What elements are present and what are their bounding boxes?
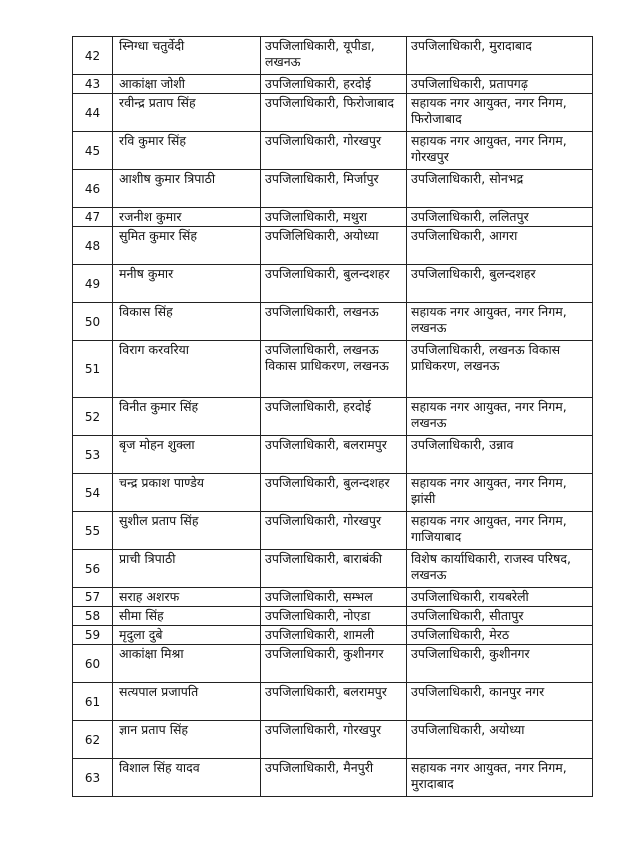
current-posting: उपजिलाधिकारी, सम्भल — [261, 588, 407, 607]
table-row — [73, 683, 593, 721]
table-row — [73, 170, 593, 208]
current-posting: उपजिलाधिकारी, गोरखपुर — [261, 512, 407, 550]
row-number: 58 — [73, 607, 113, 626]
new-posting: उपजिलाधिकारी, आगरा — [407, 227, 593, 265]
new-posting: सहायक नगर आयुक्त, नगर निगम, फिरोजाबाद — [407, 94, 593, 132]
current-posting: उपजिलाधिकारी, मैनपुरी — [261, 759, 407, 797]
table-row — [73, 398, 593, 436]
table-row — [73, 265, 593, 303]
new-posting: उपजिलाधिकारी, कानपुर नगर — [407, 683, 593, 721]
new-posting: उपजिलाधिकारी, सीतापुर — [407, 607, 593, 626]
current-posting: उपजिलाधिकारी, मथुरा — [261, 208, 407, 227]
officer-name: सुशील प्रताप सिंह — [113, 512, 261, 550]
row-number: 47 — [73, 208, 113, 227]
current-posting: उपजिलाधिकारी, फिरोजाबाद — [261, 94, 407, 132]
officer-name: आकांक्षा मिश्रा — [113, 645, 261, 683]
new-posting: सहायक नगर आयुक्त, नगर निगम, झांसी — [407, 474, 593, 512]
officer-name: ज्ञान प्रताप सिंह — [113, 721, 261, 759]
row-number: 60 — [73, 645, 113, 683]
officer-name: चन्द्र प्रकाश पाण्डेय — [113, 474, 261, 512]
officer-name: स्निग्धा चतुर्वेदी — [113, 37, 261, 75]
table-row — [73, 474, 593, 512]
table-row — [73, 607, 593, 626]
officer-name: विकास सिंह — [113, 303, 261, 341]
current-posting: उपजिलाधिकारी, बुलन्दशहर — [261, 474, 407, 512]
transfer-table — [72, 36, 593, 797]
current-posting: उपजिलाधिकारी, मिर्जापुर — [261, 170, 407, 208]
officer-name: सुमित कुमार सिंह — [113, 227, 261, 265]
new-posting: सहायक नगर आयुक्त, नगर निगम, मुरादाबाद — [407, 759, 593, 797]
current-posting: उपजिलाधिकारी, लखनऊ — [261, 303, 407, 341]
officer-name: सराह अशरफ — [113, 588, 261, 607]
current-posting: उपजिलाधिकारी, बलरामपुर — [261, 683, 407, 721]
table-row — [73, 132, 593, 170]
new-posting: उपजिलाधिकारी, ललितपुर — [407, 208, 593, 227]
new-posting: उपजिलाधिकारी, बुलन्दशहर — [407, 265, 593, 303]
current-posting: उपजिलाधिकारी, हरदोई — [261, 75, 407, 94]
new-posting: उपजिलाधिकारी, उन्नाव — [407, 436, 593, 474]
current-posting: उपजिलाधिकारी, कुशीनगर — [261, 645, 407, 683]
new-posting: उपजिलाधिकारी, लखनऊ विकास प्राधिकरण, लखनऊ — [407, 341, 593, 398]
row-number: 62 — [73, 721, 113, 759]
table-row — [73, 588, 593, 607]
current-posting: उपजिलाधिकारी, लखनऊ विकास प्राधिकरण, लखनऊ — [261, 341, 407, 398]
new-posting: विशेष कार्याधिकारी, राजस्व परिषद, लखनऊ — [407, 550, 593, 588]
row-number: 59 — [73, 626, 113, 645]
new-posting: सहायक नगर आयुक्त, नगर निगम, गोरखपुर — [407, 132, 593, 170]
table-row — [73, 550, 593, 588]
current-posting: उपजिलाधिकारी, शामली — [261, 626, 407, 645]
table-row — [73, 512, 593, 550]
officer-name: विराग करवरिया — [113, 341, 261, 398]
row-number: 54 — [73, 474, 113, 512]
table-row — [73, 37, 593, 75]
row-number: 63 — [73, 759, 113, 797]
officer-name: आशीष कुमार त्रिपाठी — [113, 170, 261, 208]
officer-name: रवीन्द्र प्रताप सिंह — [113, 94, 261, 132]
table-row — [73, 75, 593, 94]
table-row — [73, 721, 593, 759]
table-row — [73, 94, 593, 132]
row-number: 50 — [73, 303, 113, 341]
row-number: 48 — [73, 227, 113, 265]
row-number: 42 — [73, 37, 113, 75]
current-posting: उपजिलाधिकारी, यूपीडा, लखनऊ — [261, 37, 407, 75]
officer-name: बृज मोहन शुक्ला — [113, 436, 261, 474]
current-posting: उपजिलाधिकारी, बलरामपुर — [261, 436, 407, 474]
officer-name: आकांक्षा जोशी — [113, 75, 261, 94]
table-row — [73, 759, 593, 797]
row-number: 43 — [73, 75, 113, 94]
new-posting: उपजिलाधिकारी, सोनभद्र — [407, 170, 593, 208]
new-posting: सहायक नगर आयुक्त, नगर निगम, लखनऊ — [407, 398, 593, 436]
new-posting: सहायक नगर आयुक्त, नगर निगम, लखनऊ — [407, 303, 593, 341]
row-number: 51 — [73, 341, 113, 398]
table-row — [73, 303, 593, 341]
current-posting: उपजिलाधिकारी, गोरखपुर — [261, 721, 407, 759]
current-posting: उपजिलाधिकारी, नोएडा — [261, 607, 407, 626]
officer-name: विशाल सिंह यादव — [113, 759, 261, 797]
officer-name: मृदुला दुबे — [113, 626, 261, 645]
row-number: 57 — [73, 588, 113, 607]
row-number: 44 — [73, 94, 113, 132]
officer-name: विनीत कुमार सिंह — [113, 398, 261, 436]
new-posting: उपजिलाधिकारी, अयोध्या — [407, 721, 593, 759]
table-row — [73, 626, 593, 645]
table-row — [73, 208, 593, 227]
row-number: 53 — [73, 436, 113, 474]
officer-name: रजनीश कुमार — [113, 208, 261, 227]
row-number: 49 — [73, 265, 113, 303]
new-posting: उपजिलाधिकारी, मुरादाबाद — [407, 37, 593, 75]
officer-name: सीमा सिंह — [113, 607, 261, 626]
transfer-table-body — [73, 37, 593, 797]
row-number: 56 — [73, 550, 113, 588]
row-number: 61 — [73, 683, 113, 721]
officer-name: सत्यपाल प्रजापति — [113, 683, 261, 721]
current-posting: उपजिलिधिकारी, अयोध्या — [261, 227, 407, 265]
current-posting: उपजिलाधिकारी, बुलन्दशहर — [261, 265, 407, 303]
officer-name: रवि कुमार सिंह — [113, 132, 261, 170]
row-number: 45 — [73, 132, 113, 170]
new-posting: उपजिलाधिकारी, कुशीनगर — [407, 645, 593, 683]
current-posting: उपजिलाधिकारी, बाराबंकी — [261, 550, 407, 588]
new-posting: उपजिलाधिकारी, रायबरेली — [407, 588, 593, 607]
table-row — [73, 436, 593, 474]
current-posting: उपजिलाधिकारी, गोरखपुर — [261, 132, 407, 170]
current-posting: उपजिलाधिकारी, हरदोई — [261, 398, 407, 436]
new-posting: उपजिलाधिकारी, प्रतापगढ़ — [407, 75, 593, 94]
officer-name: मनीष कुमार — [113, 265, 261, 303]
officer-name: प्राची त्रिपाठी — [113, 550, 261, 588]
table-row — [73, 341, 593, 398]
table-row — [73, 227, 593, 265]
table-row — [73, 645, 593, 683]
row-number: 55 — [73, 512, 113, 550]
row-number: 52 — [73, 398, 113, 436]
new-posting: उपजिलाधिकारी, मेरठ — [407, 626, 593, 645]
row-number: 46 — [73, 170, 113, 208]
new-posting: सहायक नगर आयुक्त, नगर निगम, गाजियाबाद — [407, 512, 593, 550]
